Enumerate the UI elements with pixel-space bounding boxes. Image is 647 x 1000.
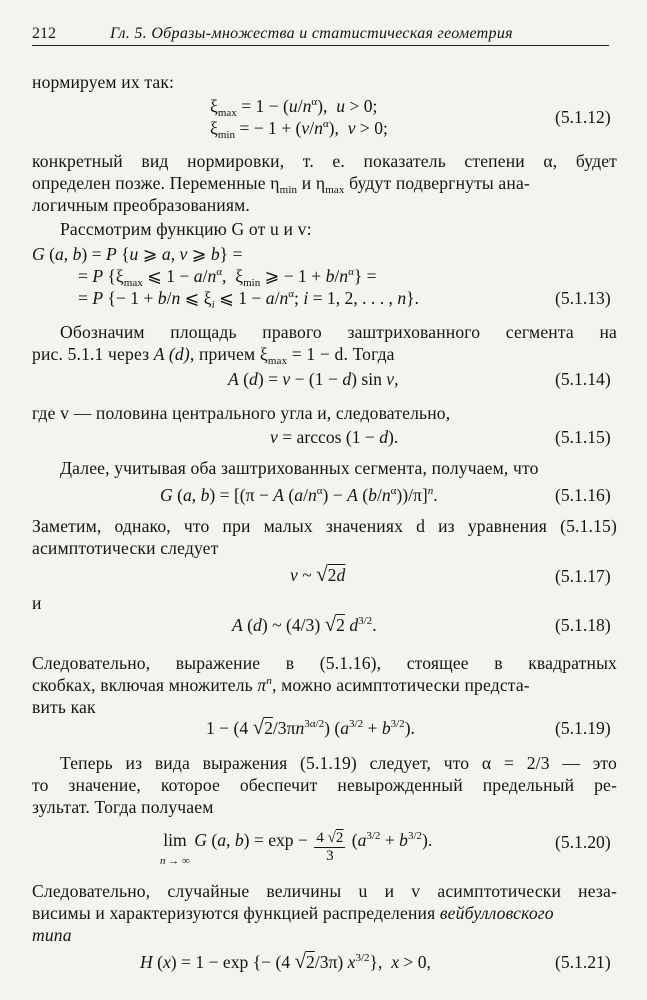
- text-line: висимы и характеризуются функцией распределения вейбулловского: [32, 903, 554, 923]
- equation-number: (5.1.15): [555, 427, 611, 447]
- text-line: асимптотически следует: [32, 538, 219, 558]
- equation-number: (5.1.18): [555, 615, 611, 635]
- text-line: Обозначим площадь правого заштрихованного сегмента на: [60, 322, 617, 342]
- text-line: Заметим, однако, что при малых значениях d из уравнения (5.1.15): [32, 516, 617, 536]
- formula-v-asym: v ~ √2d: [290, 562, 346, 586]
- text-line: и: [32, 593, 42, 613]
- equation-number: (5.1.19): [555, 718, 611, 738]
- text-line: Теперь из вида выражения (5.1.19) следует, что α = 2/3 — это: [60, 753, 617, 773]
- text-line: где v — половина центрального угла и, следовательно,: [32, 403, 451, 423]
- running-header: [32, 23, 609, 46]
- formula-G-product: G (a, b) = [(π − A $(a/n^\alpha) - A$ $(b/n^\alpha))/\pi]^n$.: [160, 485, 438, 505]
- equation-number: (5.1.21): [555, 952, 611, 972]
- text-line: нормируем их так:: [32, 72, 175, 92]
- equation-number: (5.1.12): [555, 107, 611, 127]
- text-line: Рассмотрим функцию G от u и v:: [60, 219, 312, 239]
- text-line: Следовательно, случайные величины u и v асимптотически неза-: [32, 881, 617, 901]
- page-number: 212: [32, 25, 56, 42]
- equation-number: (5.1.20): [555, 832, 611, 852]
- text-line: вить как: [32, 697, 96, 717]
- formula-xi-max: $\xi_{max} = 1 - (u/n^\alpha)$, u > 0;: [210, 96, 378, 119]
- formula-arccos: v = arccos (1 − d).: [270, 427, 399, 447]
- text-line: Следовательно, выражение в (5.1.16), стоящее в квадратных: [32, 653, 617, 673]
- equation-number: (5.1.14): [555, 369, 611, 389]
- text-line: скобках, включая множитель $\pi^n$, можно асимптотически предста-: [32, 675, 530, 695]
- equation-number: (5.1.16): [555, 485, 611, 505]
- equation-number: (5.1.13): [555, 288, 611, 308]
- formula-G-line3: = P {− 1 + b/n ⩽ $\xi_i$ ⩽ $1 - a/n^\alpha$; i = 1, 2, . . . , n}.: [78, 288, 419, 311]
- text-line: то значение, которое обеспечит невырожденный предельный ре-: [32, 775, 617, 795]
- formula-A-asym: A (d) ~ (4/3) √2 $d^{3/2}$.: [232, 612, 377, 636]
- text-line: типа: [32, 925, 72, 945]
- running-title: Гл. 5. Образы-множества и статистическая геометрия: [110, 25, 513, 42]
- formula-area: A (d) = v − (1 − d) sin v,: [228, 369, 399, 389]
- formula-xi-min: $\xi_{min}$ = − $1 + (v/n^\alpha)$, v > 0;: [210, 118, 388, 141]
- formula-G-line1: G (a, b) = P {u ⩾ a, v ⩾ b} =: [32, 244, 243, 264]
- text-line: конкретный вид нормировки, т. е. показатель степени α, будет: [32, 151, 617, 171]
- text-line: логичным преобразованиям.: [32, 195, 250, 215]
- formula-bracket-asym: 1 − (4 $√2/3\pi n^{3\alpha/2}$) $(a^{3/2} + b^{3/2})$.: [206, 715, 415, 739]
- text-line: определен позже. Переменные $\eta_{min}$ и $\eta_{max}$ будут подвергнуты ана-: [32, 173, 530, 196]
- text-line: рис. 5.1.1 через A (d), причем $\xi_{max} = 1 - d$. Тогда: [32, 344, 395, 367]
- formula-weibull: H (x) = 1 − exp {− (4 √2/3π) $x^{3/2}$}, x > 0,: [140, 949, 431, 973]
- formula-limit: lim n → ∞ G (a, b) = exp − $\frac{4 √2}{3}$ $(a^{3/2} + b^{3/2})$.: [160, 830, 433, 867]
- text-line: Далее, учитывая оба заштрихованных сегмента, получаем, что: [60, 458, 539, 478]
- equation-number: (5.1.17): [555, 566, 611, 586]
- formula-G-line2: = P {$\xi_{max}$ ⩽ $1 - a/n^\alpha$, $\xi_{min}$ ⩾ − $1 + b/n^\alpha$} =: [78, 266, 377, 289]
- text-line: зультат. Тогда получаем: [32, 797, 214, 817]
